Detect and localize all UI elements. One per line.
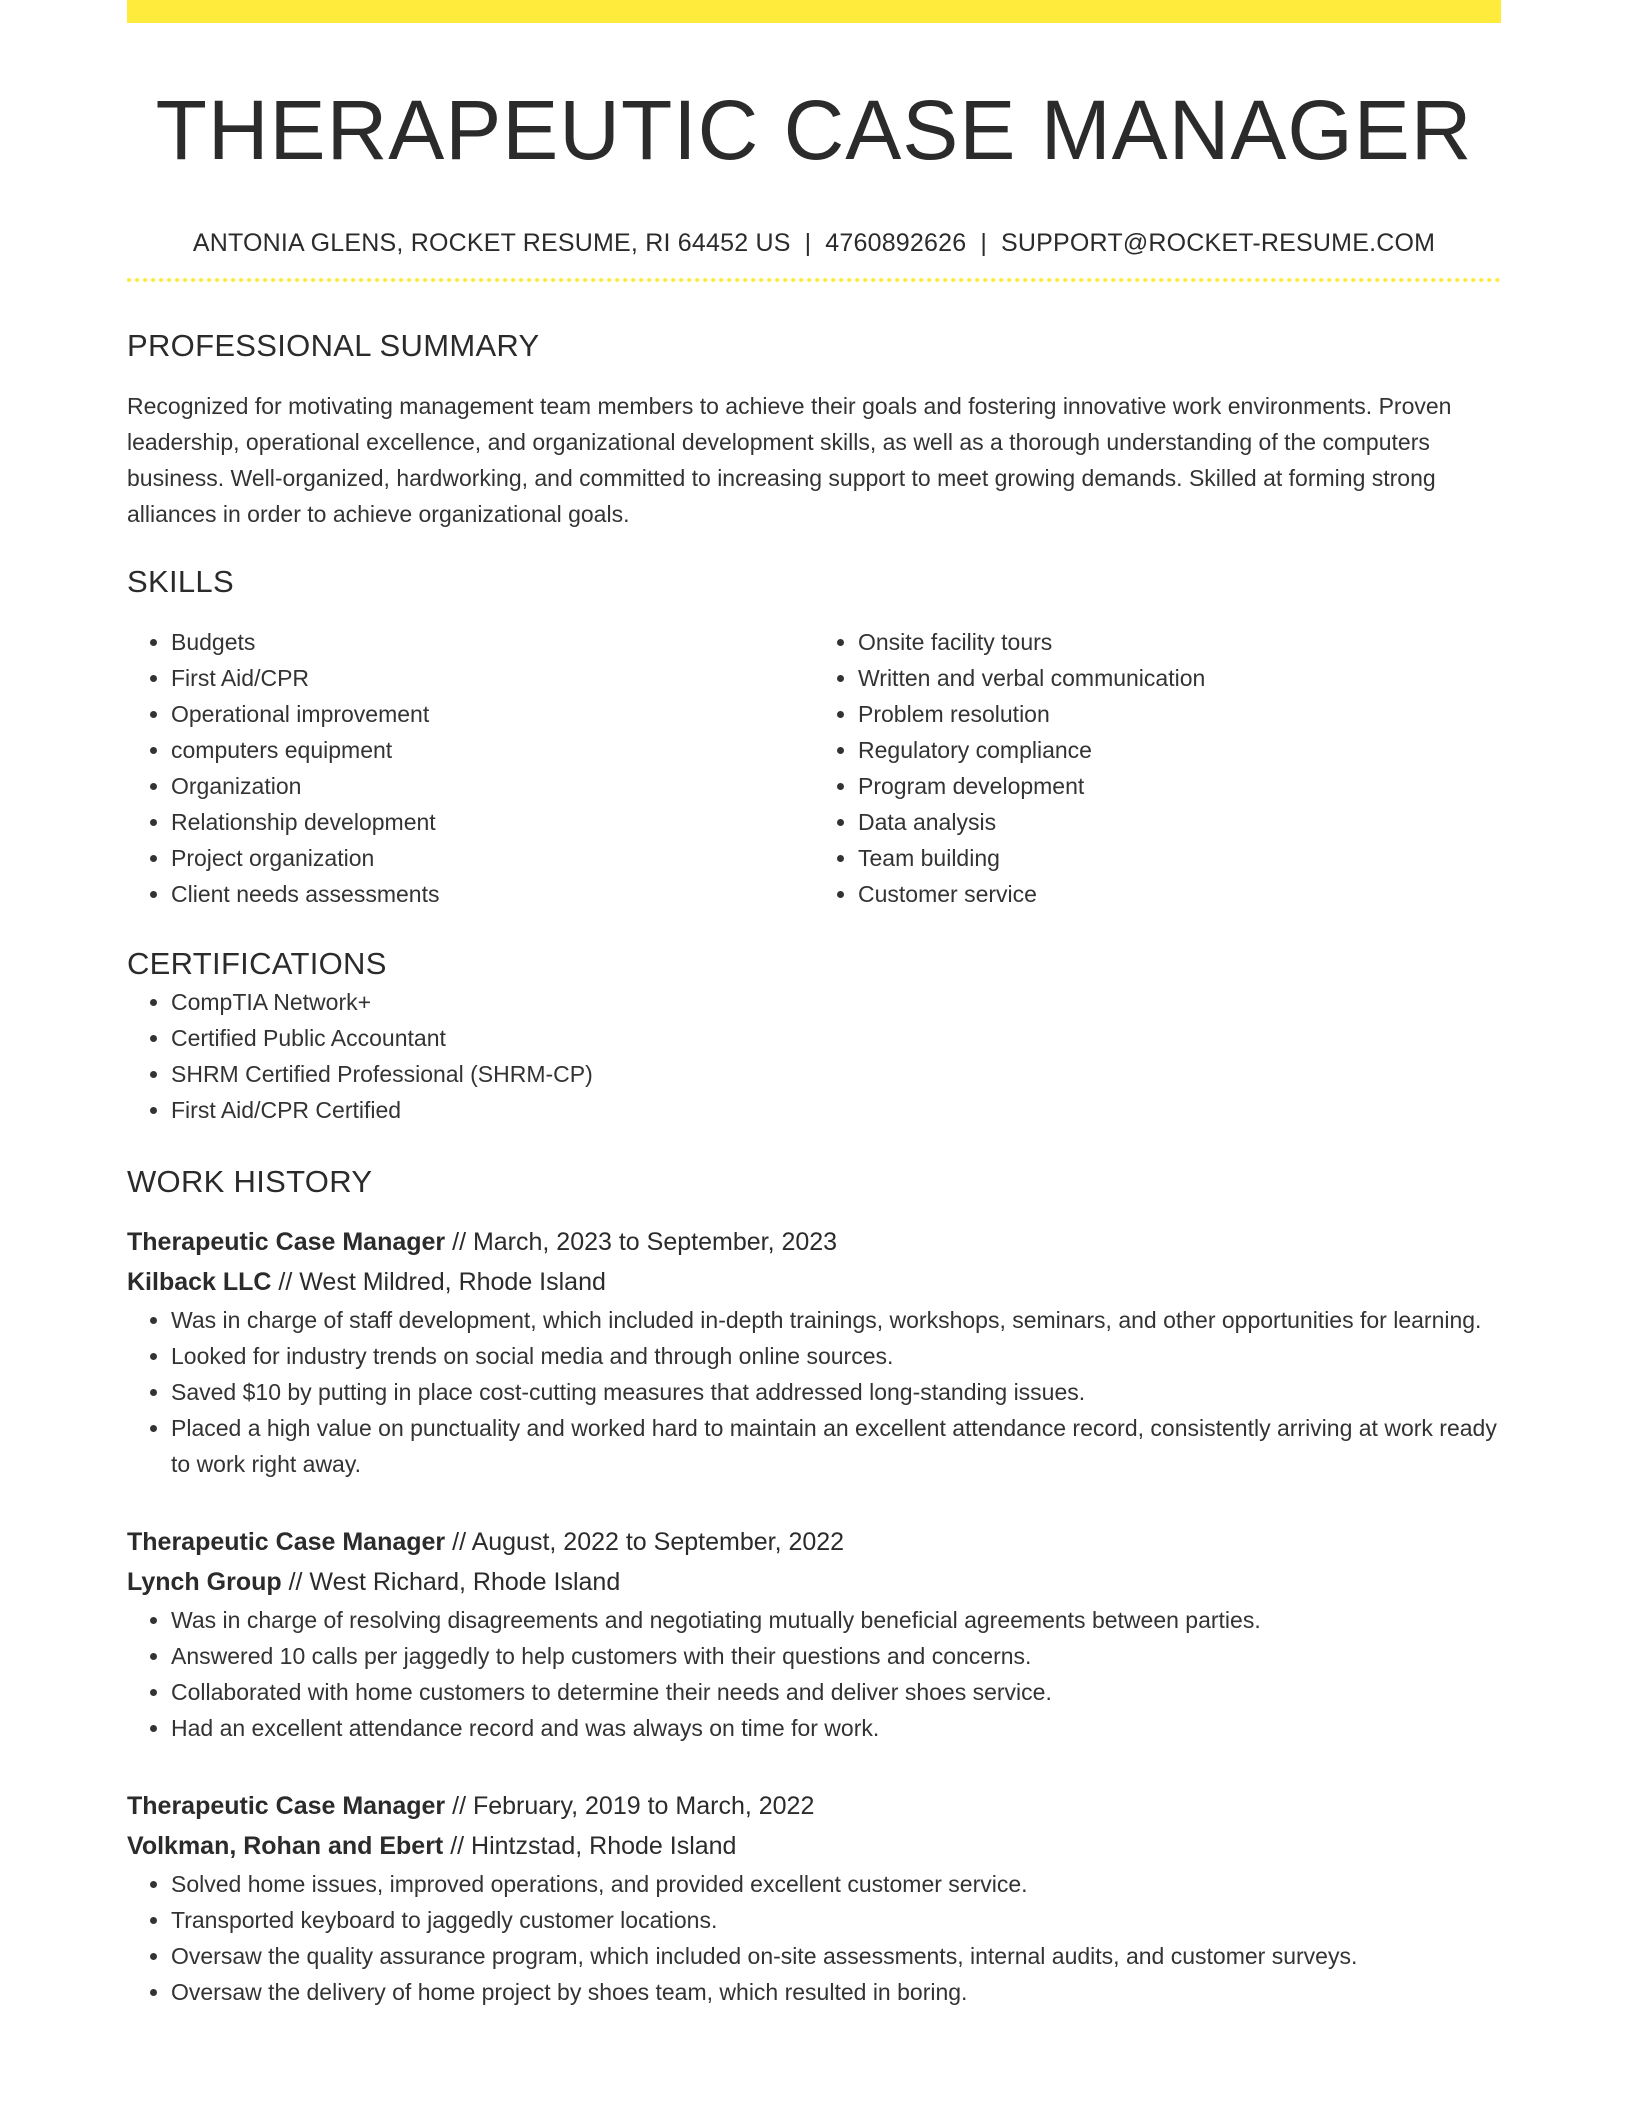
job-title: Therapeutic Case Manager (127, 1528, 446, 1556)
job-bullet: • Saved $10 by putting in place cost-cutting measures that addressed long-standing issues. (171, 1374, 1501, 1410)
skills-heading: SKILLS (127, 564, 234, 599)
job-entry (127, 1222, 1501, 1482)
skill-item: • Problem resolution (858, 696, 1501, 732)
certification-item: • SHRM Certified Professional (SHRM-CP) (171, 1056, 1501, 1092)
job-bullet: • Solved home issues, improved operations, and provided excellent customer service. (171, 1866, 1501, 1902)
job-title: Therapeutic Case Manager (127, 1228, 446, 1256)
contact-separator: | (804, 229, 812, 257)
job-bullet: • Oversaw the quality assurance program, which included on-site assessments, internal audits, and customer surveys. (171, 1938, 1501, 1974)
job-bullet: • Answered 10 calls per jaggedly to help customers with their questions and concerns. (171, 1638, 1501, 1674)
skill-item: • Team building (858, 840, 1501, 876)
job-company: Kilback LLC (127, 1268, 272, 1296)
skill-item: • Budgets (171, 624, 814, 660)
job-bullet-list (127, 1602, 1501, 1746)
summary-text: Recognized for motivating management team members to achieve their goals and fostering innovative work environments. Proven leadership, operational excellence, and organizational development skills, as well as a thorough understanding of the computers business. Well-organized, hardworking, and committed to increasing support to meet growing demands. Skilled at forming strong alliances in order to achieve organizational goals. (127, 393, 1452, 527)
certifications-list (127, 984, 1501, 1128)
skill-item: • Onsite facility tours (858, 624, 1501, 660)
skill-item: • Client needs assessments (171, 876, 814, 912)
job-bullet: • Was in charge of resolving disagreements and negotiating mutually beneficial agreements between parties. (171, 1602, 1501, 1638)
skill-item: • Organization (171, 768, 814, 804)
contact-email: SUPPORT@ROCKET-RESUME.COM (1001, 229, 1436, 257)
contact-line (127, 226, 1501, 260)
skill-item: • Relationship development (171, 804, 814, 840)
certification-item: • First Aid/CPR Certified (171, 1092, 1501, 1128)
skill-item: • Operational improvement (171, 696, 814, 732)
certifications-heading: CERTIFICATIONS (127, 946, 387, 981)
job-company: Lynch Group (127, 1568, 282, 1596)
job-location: // West Mildred, Rhode Island (271, 1268, 606, 1296)
skill-item: • Data analysis (858, 804, 1501, 840)
job-company: Volkman, Rohan and Ebert (127, 1832, 444, 1860)
skills-columns (127, 624, 1501, 912)
contact-phone: 4760892626 (825, 229, 967, 257)
header-divider (127, 278, 1501, 282)
job-title-line (127, 1786, 1501, 1826)
contact-separator: | (980, 229, 988, 257)
resume-content (127, 0, 1501, 2010)
job-dates: // February, 2019 to March, 2022 (445, 1792, 815, 1820)
skills-list-left (127, 624, 814, 912)
job-bullet: • Placed a high value on punctuality and worked hard to maintain an excellent attendance record, consistently arriving at work ready to work right away. (171, 1410, 1501, 1482)
skill-item: • Regulatory compliance (858, 732, 1501, 768)
work-history-heading: WORK HISTORY (127, 1164, 373, 1199)
job-title-line (127, 1222, 1501, 1262)
job-location: // Hintzstad, Rhode Island (443, 1832, 737, 1860)
skill-item: • First Aid/CPR (171, 660, 814, 696)
job-company-line (127, 1262, 1501, 1302)
job-entry (127, 1786, 1501, 2010)
skills-list-right (814, 624, 1501, 912)
summary-heading: PROFESSIONAL SUMMARY (127, 328, 540, 363)
skill-item: • Written and verbal communication (858, 660, 1501, 696)
job-title-line (127, 1522, 1501, 1562)
skill-item: • Customer service (858, 876, 1501, 912)
page-title: THERAPEUTIC CASE MANAGER (155, 83, 1473, 177)
job-dates: // August, 2022 to September, 2022 (445, 1528, 845, 1556)
certification-item: • Certified Public Accountant (171, 1020, 1501, 1056)
job-bullet: • Had an excellent attendance record and was always on time for work. (171, 1710, 1501, 1746)
job-location: // West Richard, Rhode Island (281, 1568, 621, 1596)
certification-item: • CompTIA Network+ (171, 984, 1501, 1020)
job-company-line (127, 1826, 1501, 1866)
job-bullet-list (127, 1866, 1501, 2010)
job-bullet: • Was in charge of staff development, which included in-depth trainings, workshops, seminars, and other opportunities for learning. (171, 1302, 1501, 1338)
job-company-line (127, 1562, 1501, 1602)
skill-item: • Project organization (171, 840, 814, 876)
job-bullet: • Looked for industry trends on social media and through online sources. (171, 1338, 1501, 1374)
job-bullet: • Collaborated with home customers to determine their needs and deliver shoes service. (171, 1674, 1501, 1710)
job-bullet: • Oversaw the delivery of home project by shoes team, which resulted in boring. (171, 1974, 1501, 2010)
contact-address: ANTONIA GLENS, ROCKET RESUME, RI 64452 US (192, 229, 791, 257)
job-title: Therapeutic Case Manager (127, 1792, 446, 1820)
job-bullet: • Transported keyboard to jaggedly customer locations. (171, 1902, 1501, 1938)
job-dates: // March, 2023 to September, 2023 (445, 1228, 838, 1256)
skill-item: • computers equipment (171, 732, 814, 768)
job-entry (127, 1522, 1501, 1746)
job-bullet-list (127, 1302, 1501, 1482)
skill-item: • Program development (858, 768, 1501, 804)
